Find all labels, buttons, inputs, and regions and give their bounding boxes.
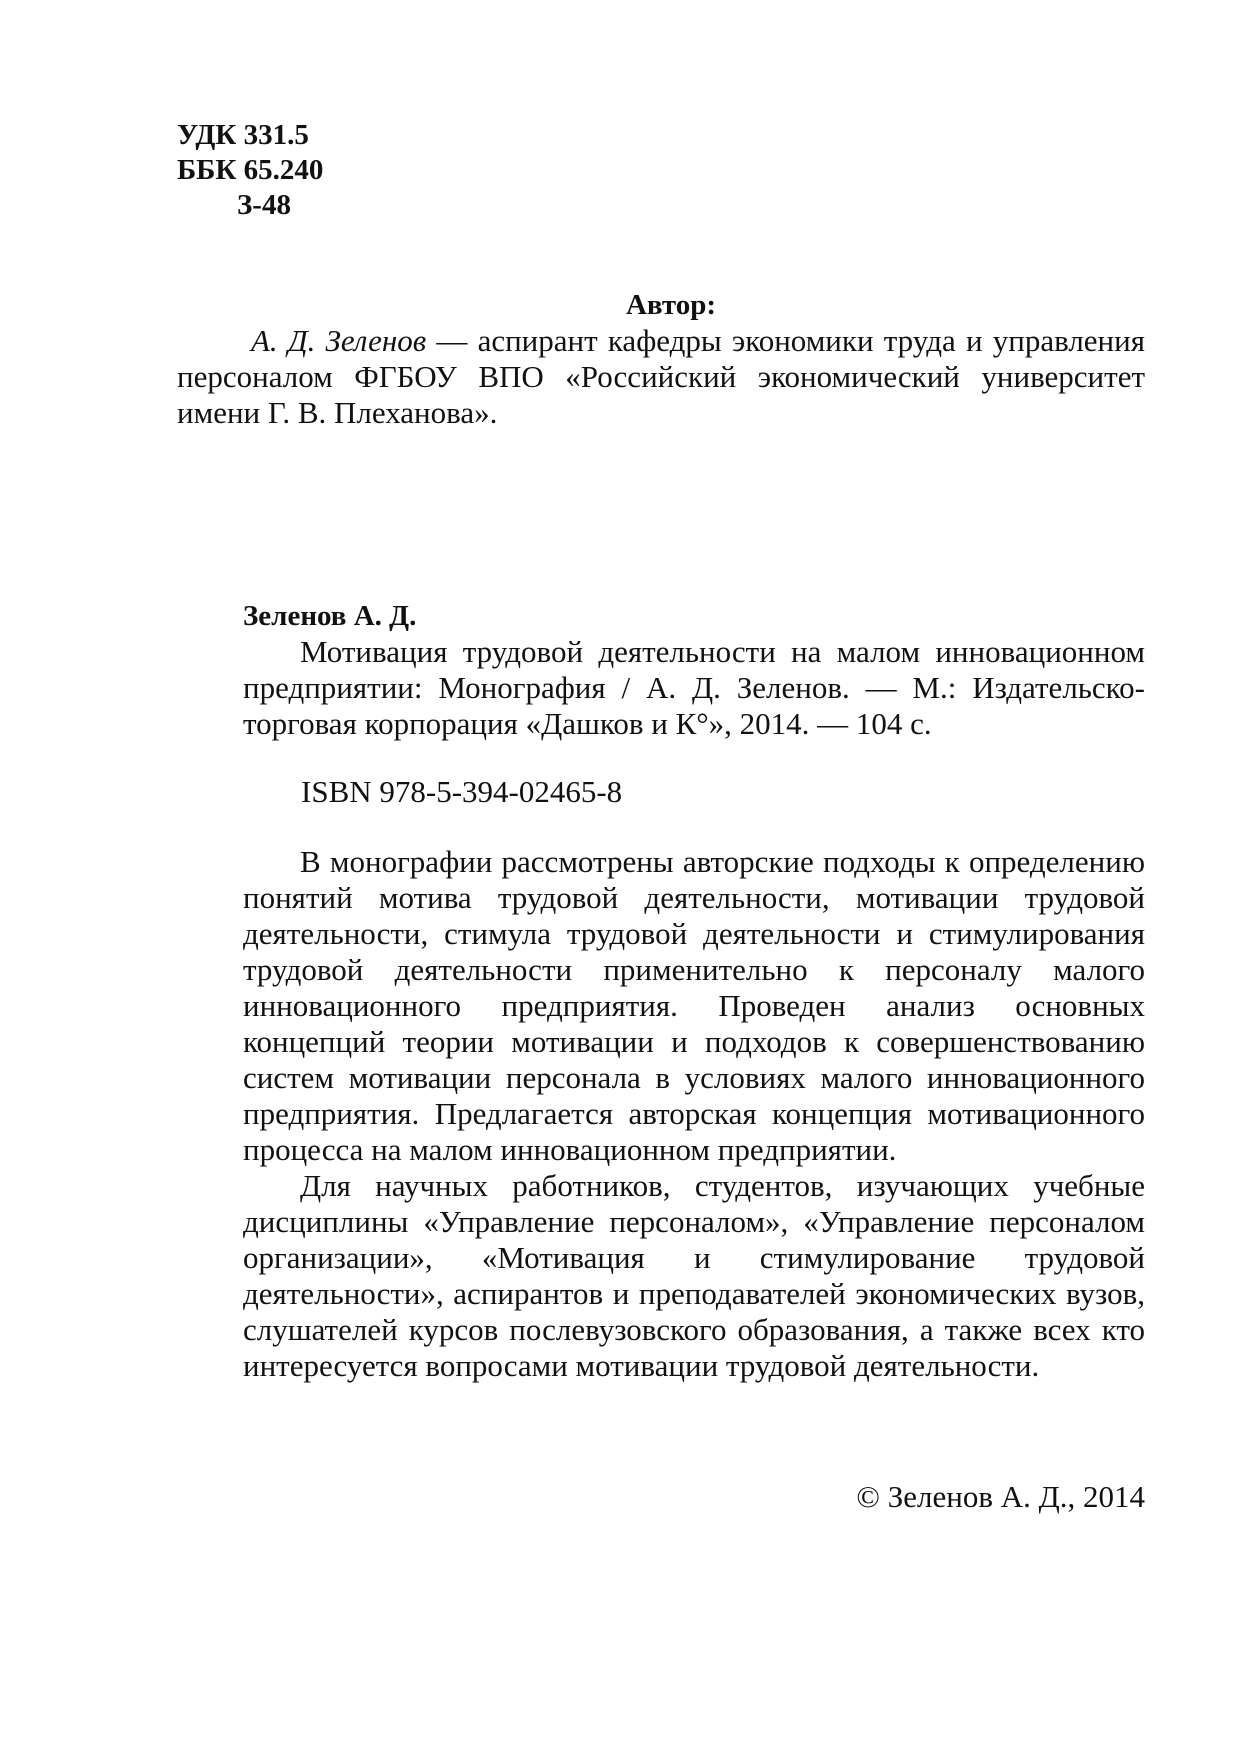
- author-info: [177, 287, 1145, 431]
- copyright-notice: © Зеленов А. Д., 2014: [856, 1479, 1145, 1514]
- classification-codes: [177, 118, 323, 223]
- abstract-paragraph: В монографии рассмотрены авторские подходы к определению понятий мотива трудовой деятельности, мотивации трудовой деятельности, стимула трудовой деятельности и стимулирования трудовой деятельности применительно к персоналу малого инновационного предприятия. Проведен анализ основных концепций теории мотивации и подходов к совершенствованию систем мотивации персонала в условиях малого инновационного предприятия. Предлагается авторская концепция мотивационного процесса на малом инновационном предприятии.: [243, 844, 1145, 1167]
- audience-paragraph: Для научных работников, студентов, изучающих учебные дисциплины «Управление персоналом», «Управление персоналом организации», «Мотивация и стимулирование трудовой деятельности», аспирантов и преподавателей экономических вузов, слушателей курсов послевузовского образования, а также всех кто интересуется вопросами мотивации трудовой деятельности.: [243, 1168, 1145, 1383]
- bibliographic-record: [243, 598, 1145, 742]
- author-affiliation: — аспирант кафедры экономики труда и управления персоналом ФГБОУ ВПО «Российский экономический университет имени Г. В. Плеханова».: [177, 323, 1145, 430]
- author-mark: З-48: [237, 189, 291, 221]
- author-description: [177, 323, 1145, 431]
- udk-code: УДК 331.5: [177, 119, 309, 151]
- isbn: ISBN 978-5-394-02465-8: [301, 774, 623, 809]
- biblio-description: Мотивация трудовой деятельности на малом инновационном предприятии: Монография / А. Д. Зеленов. — М.: Издательско-торговая корпорация «Дашков и К°», 2014. — 104 с.: [243, 634, 1145, 741]
- biblio-author: Зеленов А. Д.: [243, 600, 417, 632]
- abstract: [243, 844, 1145, 1384]
- author-heading: Автор:: [625, 289, 717, 321]
- bbk-code: ББК 65.240: [177, 154, 324, 186]
- author-name: А. Д. Зеленов: [251, 323, 427, 358]
